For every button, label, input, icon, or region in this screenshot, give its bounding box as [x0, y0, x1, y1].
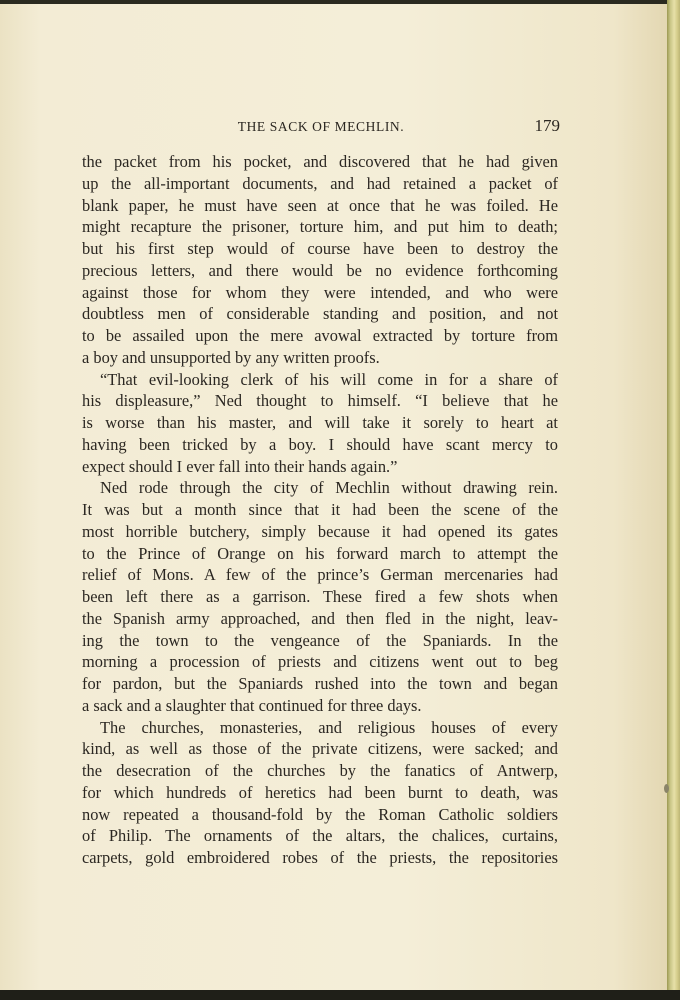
text-line: might recapture the prisoner, torture him, and put him to death;	[82, 217, 558, 237]
text-line: for pardon, but the Spaniards rushed into the town and began	[82, 674, 558, 693]
text-line: for which hundreds of heretics had been burnt to death, was	[82, 782, 558, 802]
text-line: “That evil-looking clerk of his will come in for a share of	[100, 369, 558, 389]
text-line: is worse than his master, and will take it sorely to heart at	[82, 413, 558, 432]
text-line: The churches, monasteries, and religious houses of every	[100, 717, 558, 737]
text-line: his displeasure,” Ned thought to himself. “I believe that he	[82, 391, 558, 411]
text-line: been left there as a garrison. These fired a few shots when	[82, 587, 558, 606]
text-line: up the all-important documents, and had retained a packet of	[82, 173, 558, 193]
text-line: precious letters, and there would be no evidence forthcoming	[82, 260, 558, 280]
text-line: expect should I ever fall into their hands again.”	[82, 456, 398, 476]
text-line: ing the town to the vengeance of the Spaniards. In the	[82, 630, 558, 650]
text-line: It was but a month since that it had been the scene of the	[82, 500, 558, 519]
text-line: most horrible butchery, simply because it had opened its gates	[82, 521, 558, 541]
book-page	[0, 4, 667, 992]
page-header	[82, 116, 560, 138]
text-line: doubtless men of considerable standing and position, and not	[82, 304, 558, 324]
scan-right-edge	[667, 0, 680, 1000]
text-line: a boy and unsupported by any written proofs.	[82, 347, 380, 367]
text-line: to the Prince of Orange on his forward march to attempt the	[82, 543, 558, 563]
text-line: relief of Mons. A few of the prince’s German mercenaries had	[82, 565, 558, 585]
text-line: of Philip. The ornaments of the altars, the chalices, curtains,	[82, 826, 558, 846]
text-line: the Spanish army approached, and then fled in the night, leav-	[82, 608, 558, 628]
text-line: Ned rode through the city of Mechlin without drawing rein.	[100, 478, 558, 498]
body-text	[82, 151, 558, 869]
text-line: but his first step would of course have been to destroy the	[82, 239, 558, 258]
running-title: THE SACK OF MECHLIN.	[237, 119, 405, 134]
text-line: having been tricked by a boy. I should have scant mercy to	[82, 434, 558, 454]
text-line: a sack and a slaughter that continued for three days.	[82, 695, 422, 715]
page-number: 179	[534, 116, 560, 135]
scan-bottom-edge	[0, 990, 680, 1000]
text-line: the packet from his pocket, and discovered that he had given	[82, 152, 558, 171]
text-line: against those for whom they were intended, and who were	[82, 282, 558, 302]
text-line: the desecration of the churches by the fanatics of Antwerp,	[82, 761, 558, 780]
text-line: carpets, gold embroidered robes of the priests, the repositories	[82, 848, 558, 867]
scan-speck	[664, 784, 669, 793]
text-line: now repeated a thousand-fold by the Roman Catholic soldiers	[82, 804, 558, 824]
text-line: blank paper, he must have seen at once that he was foiled. He	[82, 195, 558, 215]
text-line: morning a procession of priests and citizens went out to beg	[82, 652, 558, 672]
text-line: to be assailed upon the mere avowal extracted by torture from	[82, 326, 558, 345]
text-line: kind, as well as those of the private citizens, were sacked; and	[82, 739, 558, 759]
